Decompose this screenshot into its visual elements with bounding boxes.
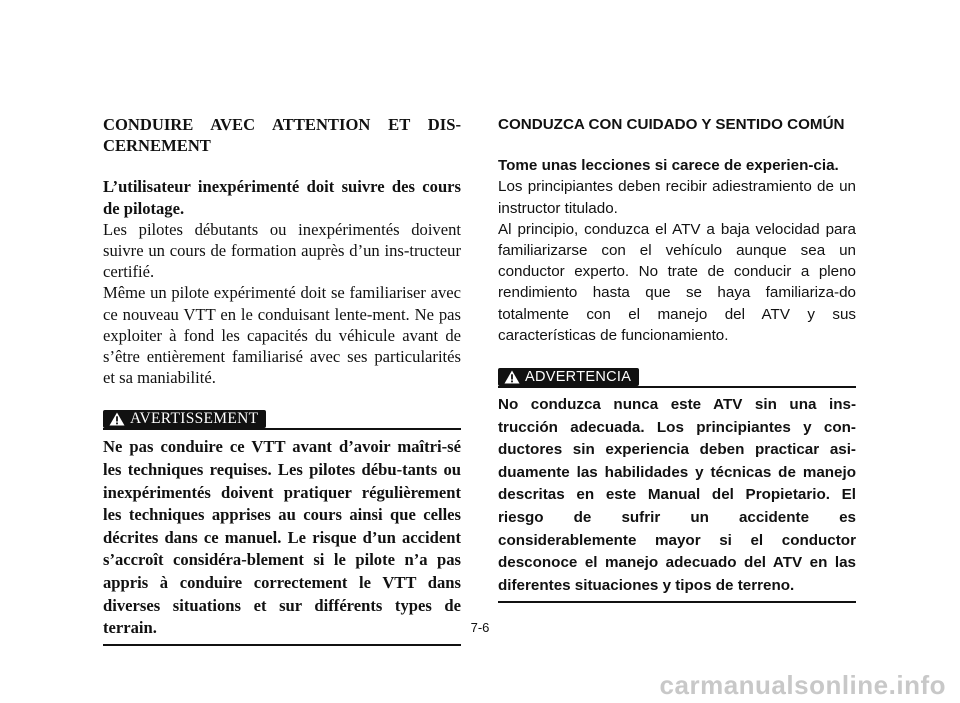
warning-rule [498,386,856,388]
paragraph: Même un pilote expérimenté doit se familiariser avec ce nouveau VTT en le conduisant lente-ment. Ne pas exploiter à fond les capacités du véhicule avant de s’être entièrement familiarisé avec ses particularités et sa maniabilité. [103,283,461,388]
subheading: L’utilisateur inexpérimenté doit suivre des cours de pilotage. [103,177,461,218]
french-column [103,114,461,646]
warning-header [103,410,461,432]
subheading: Tome unas lecciones si carece de experien-cia. [498,157,839,175]
warning-label-box [103,410,266,428]
watermark: carmanualsonline.info [659,670,946,700]
page-number: 7-6 [470,620,490,635]
warning-label: AVERTISSEMENT [130,410,259,428]
paragraph: Al principio, conduzca el ATV a baja velocidad para familiarizarse con el vehículo aunque sea un conductor experto. No trate de conducir a pleno rendimiento hasta que se haya familiariza-do totalmente con el manejo del ATV y sus características de funcionamiento. [498,220,856,344]
section-heading: CONDUZCA CON CUIDADO Y SENTIDO COMÚN [498,116,845,133]
paragraph: Les pilotes débutants ou inexpérimentés doivent suivre un cours de formation auprès d’un ins-tructeur certifié. [103,219,461,282]
warning-triangle-icon [504,370,520,384]
warning-label-box [498,368,639,386]
warning-rule [103,428,461,430]
spanish-column [498,114,856,603]
paragraph: Los principiantes deben recibir adiestramiento de un instructor titulado. [498,178,856,217]
warning-text: Ne pas conduire ce VTT avant d’avoir maîtri-sé les techniques requises. Les pilotes débu-tants ou inexpérimentés doivent pratiquer régulièrement les techniques apprises au cours ainsi que celles décrites dans ce manuel. Le risque d’un accident s’accroît considéra-blement si le pilote n’a pas appris à conduire correctement le VTT dans diverses situations et sur différents types de terrain. [103,432,461,645]
warning-text: No conduzca nunca este ATV sin una ins-trucción adecuada. Los principiantes y con-ductores sin experiencia deben practicar asi-duamente las habilidades y técnicas de manejo descritas en este Manual del Propietario. El riesgo de sufrir un accidente es considerablemente mayor si el conductor desconoce el manejo adecuado del ATV en las diferentes situaciones y tipos de terreno. [498,390,856,603]
warning-header [498,368,856,390]
section-heading: CONDUIRE AVEC ATTENTION ET DIS-CERNEMENT [103,115,461,156]
warning-triangle-icon [109,412,125,426]
warning-label: ADVERTENCIA [525,369,632,386]
